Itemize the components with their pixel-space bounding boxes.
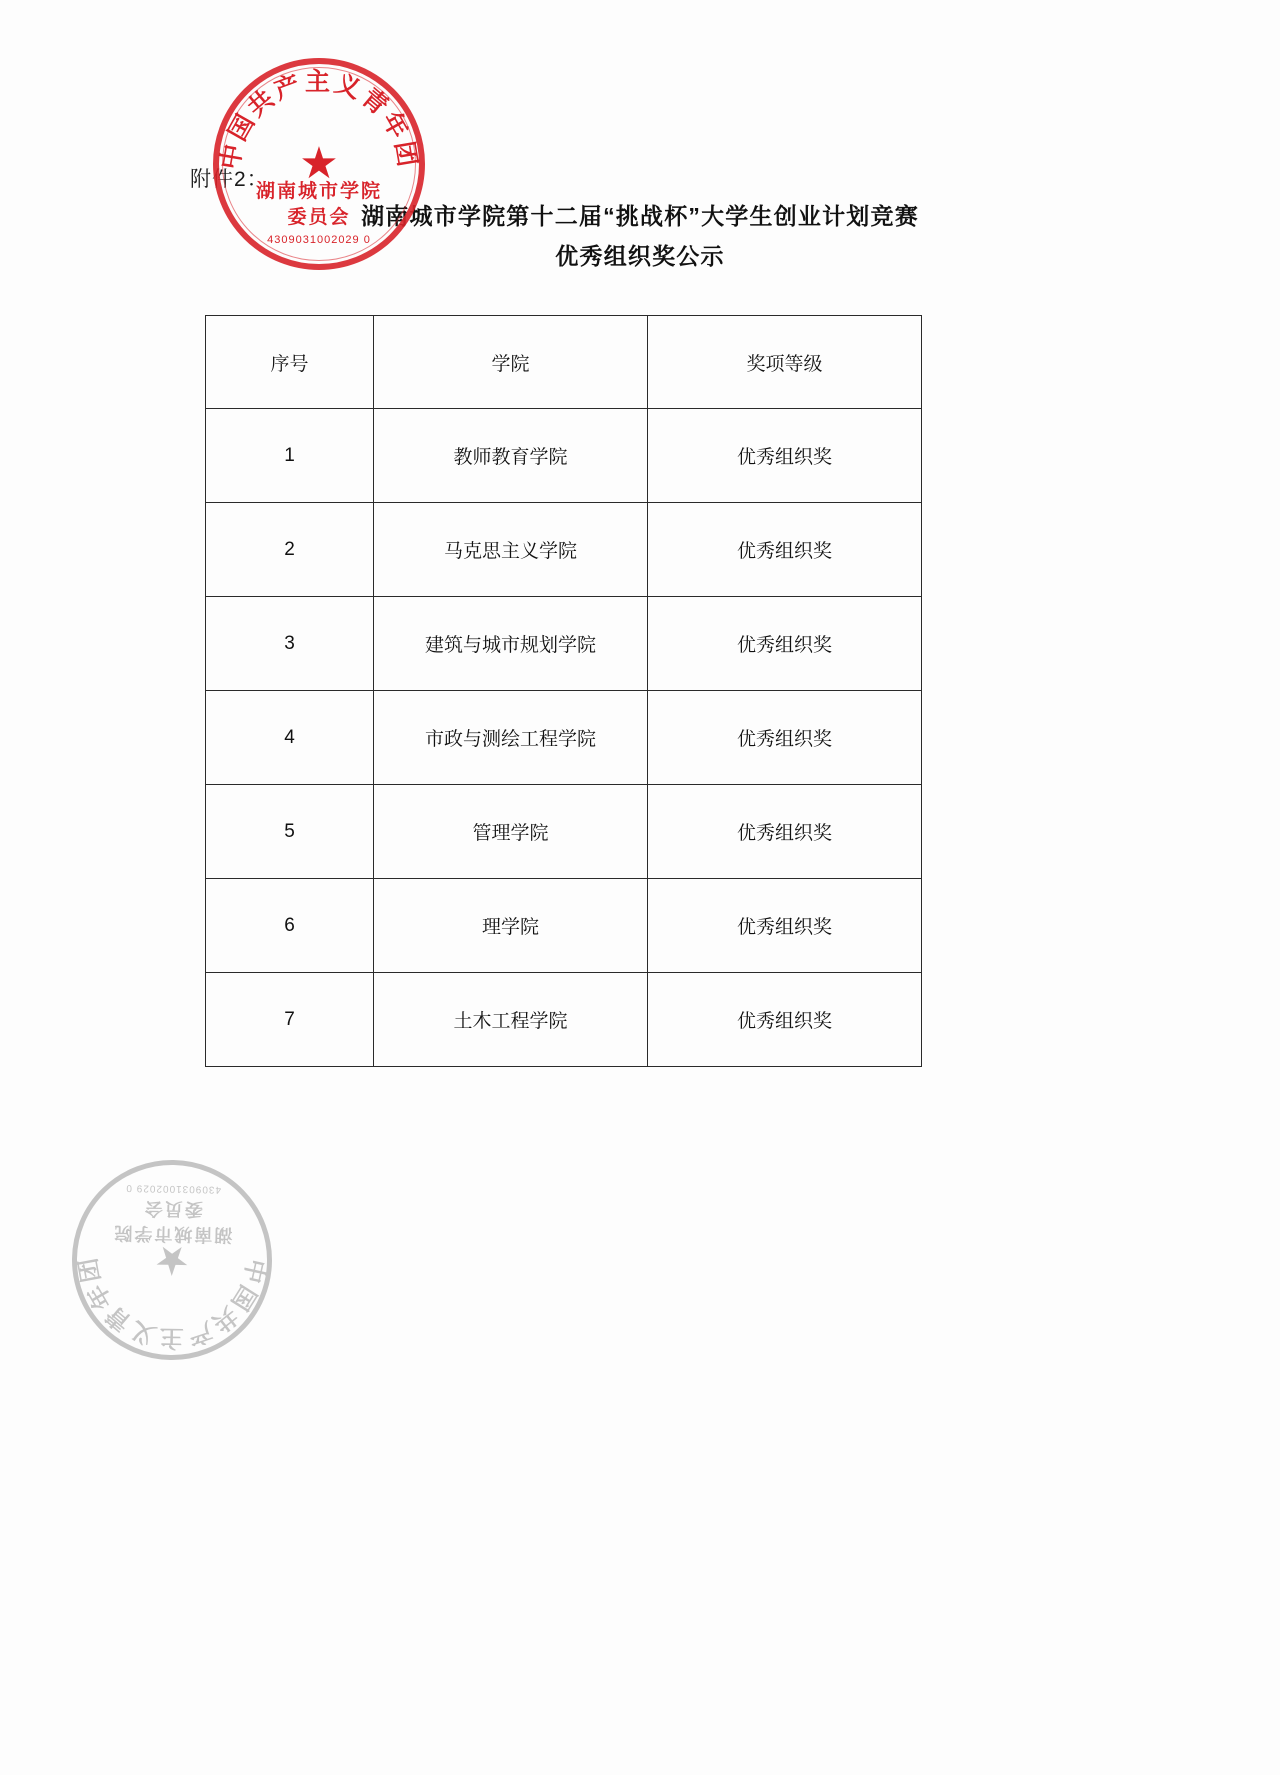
award-table-container (205, 315, 921, 1067)
cell-index: 3 (206, 597, 374, 691)
seal-mid-text: 湖南城市学院 (112, 1222, 233, 1246)
award-table (205, 315, 922, 1067)
cell-award: 优秀组织奖 (648, 973, 922, 1067)
cell-award: 优秀组织奖 (648, 785, 922, 879)
cell-college: 教师教育学院 (374, 409, 648, 503)
cell-award: 优秀组织奖 (648, 503, 922, 597)
column-header-college: 学院 (374, 316, 648, 409)
table-row (206, 691, 922, 785)
cell-index: 5 (206, 785, 374, 879)
attachment-label: 附件2： (190, 168, 269, 191)
cell-award: 优秀组织奖 (648, 597, 922, 691)
cell-college: 市政与测绘工程学院 (374, 691, 648, 785)
table-header-row (206, 316, 922, 409)
svg-text:中国共产主义青年团 (73, 1253, 270, 1352)
seal-arc-label: 中国共产主义青年团 (216, 68, 422, 172)
cell-award: 优秀组织奖 (648, 879, 922, 973)
cell-index: 1 (206, 409, 374, 503)
cell-college: 建筑与城市规划学院 (374, 597, 648, 691)
official-seal-faded (70, 1158, 273, 1361)
cell-college: 管理学院 (374, 785, 648, 879)
cell-index: 7 (206, 973, 374, 1067)
cell-college: 土木工程学院 (374, 973, 648, 1067)
cell-award: 优秀组织奖 (648, 691, 922, 785)
column-header-index: 序号 (206, 316, 374, 409)
column-header-award: 奖项等级 (648, 316, 922, 409)
seal-org-text: 委员会 (287, 207, 351, 228)
table-row (206, 503, 922, 597)
seal-mid-text: 湖南城市学院 (255, 181, 382, 202)
cell-index: 6 (206, 879, 374, 973)
title-line-2: 优秀组织奖公示 (555, 243, 725, 269)
svg-text:中国共产主义青年团 (216, 68, 422, 171)
cell-index: 2 (206, 503, 374, 597)
page-title (0, 196, 1280, 276)
table-row (206, 597, 922, 691)
seal-code: 4309031002029 0 (125, 1182, 222, 1195)
star-icon: ★ (153, 1237, 191, 1284)
cell-college: 马克思主义学院 (374, 503, 648, 597)
star-icon: ★ (299, 139, 339, 188)
seal-arc-label: 中国共产主义青年团 (74, 1253, 270, 1352)
table-row (206, 785, 922, 879)
seal-outer-ring (70, 1158, 273, 1361)
seal-arc-text (70, 1158, 273, 1361)
cell-index: 4 (206, 691, 374, 785)
seal-code: 4309031002029 0 (267, 234, 371, 246)
table-row (206, 879, 922, 973)
table-row (206, 409, 922, 503)
table-row (206, 973, 922, 1067)
cell-award: 优秀组织奖 (648, 409, 922, 503)
seal-org-text: 委员会 (142, 1198, 204, 1220)
title-line-1: 湖南城市学院第十二届“挑战杯”大学生创业计划竞赛 (361, 203, 919, 229)
cell-college: 理学院 (374, 879, 648, 973)
